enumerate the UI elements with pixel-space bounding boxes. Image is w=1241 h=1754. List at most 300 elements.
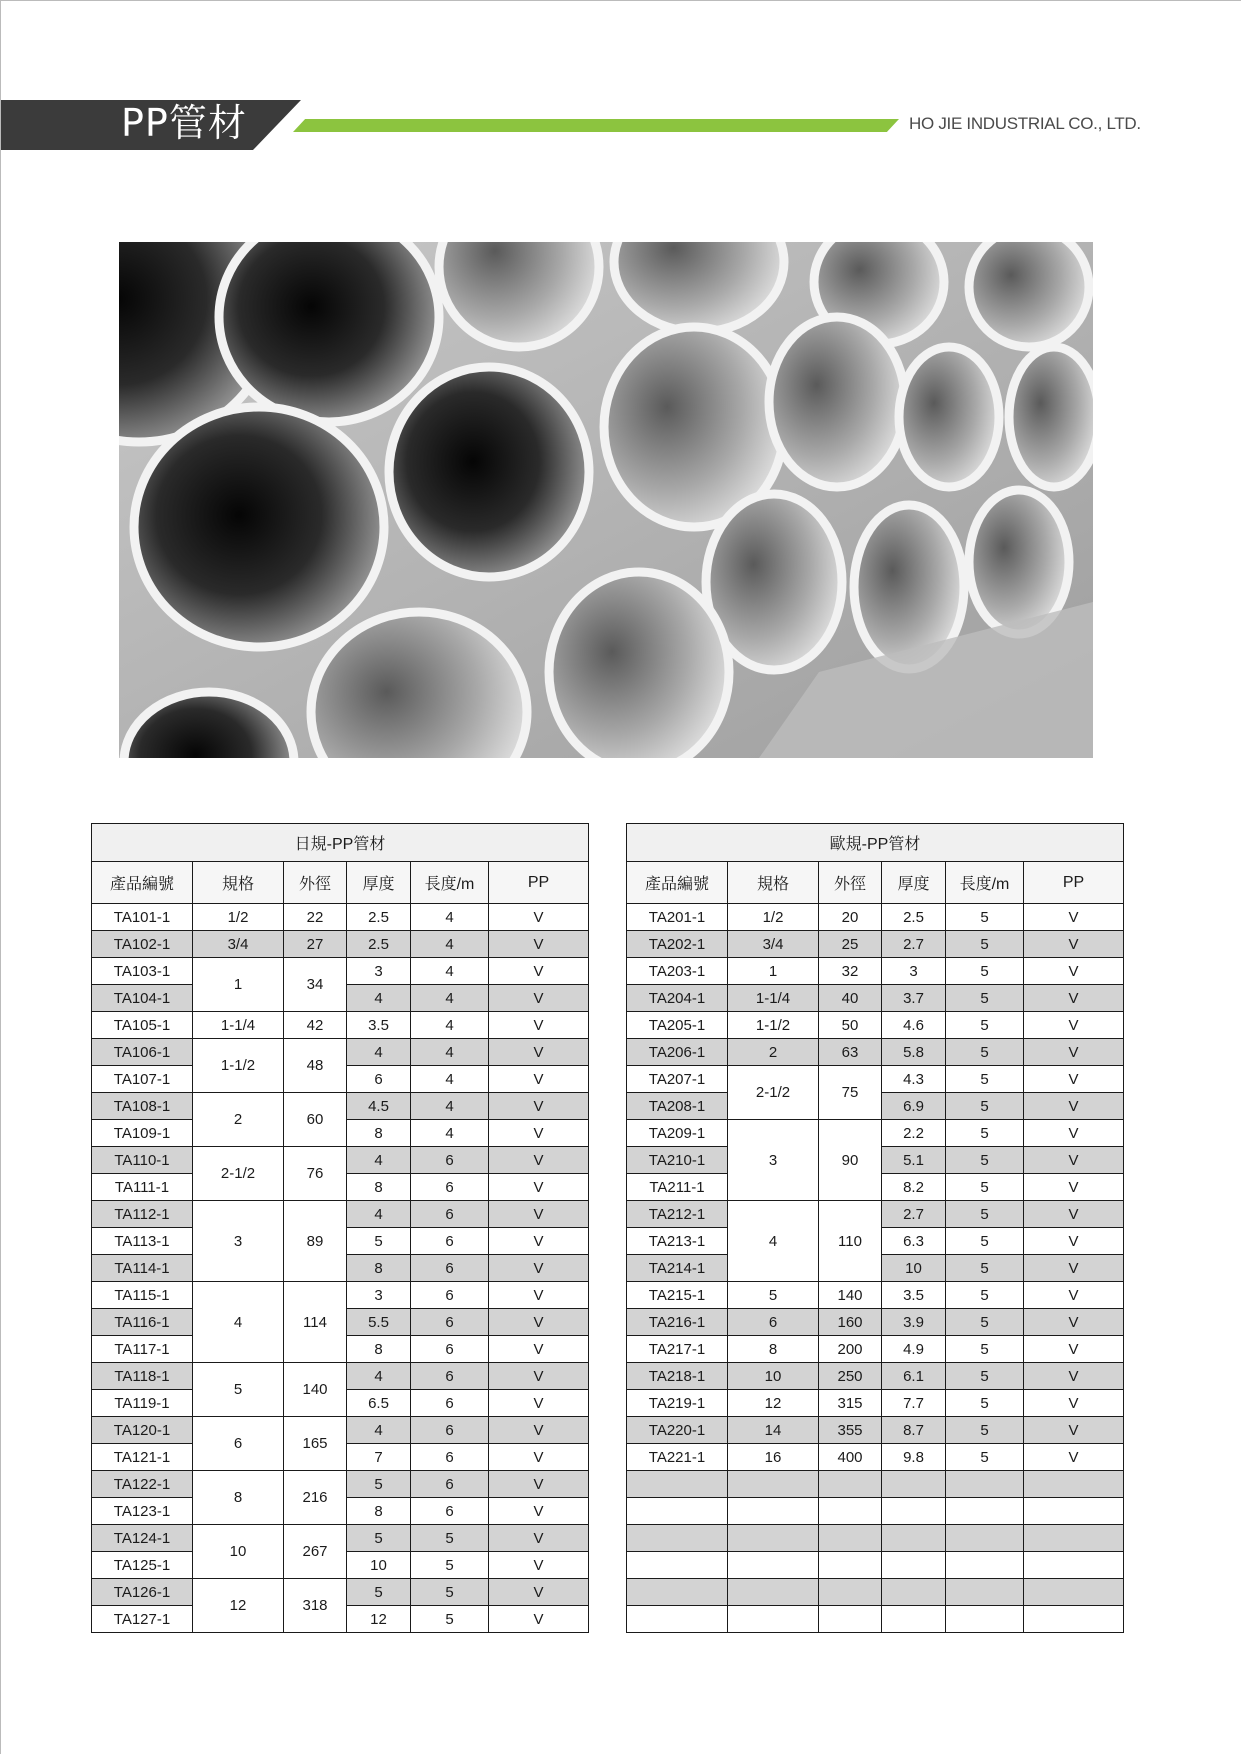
cell-code: TA104-1 [92, 985, 193, 1012]
cell-thickness: 4 [347, 1363, 411, 1390]
cell-od: 315 [819, 1390, 882, 1417]
cell-code: TA201-1 [627, 904, 728, 931]
cell-spec: 8 [728, 1336, 819, 1363]
cell-code: TA203-1 [627, 958, 728, 985]
cell-length: 4 [411, 1120, 489, 1147]
cell-code: TA106-1 [92, 1039, 193, 1066]
cell-spec: 6 [193, 1417, 284, 1471]
cell-pp: V [1024, 1201, 1124, 1228]
cell-code: TA218-1 [627, 1363, 728, 1390]
cell-od: 63 [819, 1039, 882, 1066]
jp-col-spec: 規格 [193, 862, 284, 904]
cell-spec: 12 [728, 1390, 819, 1417]
cell-length: 5 [946, 1228, 1024, 1255]
cell-od: 267 [284, 1525, 347, 1579]
cell-od: 27 [284, 931, 347, 958]
table-row-empty [627, 1606, 1124, 1633]
cell-code: TA103-1 [92, 958, 193, 985]
cell-thickness: 5 [347, 1579, 411, 1606]
cell-spec: 6 [728, 1309, 819, 1336]
cell-od: 165 [284, 1417, 347, 1471]
cell-od: 34 [284, 958, 347, 1012]
cell-pp: V [1024, 1147, 1124, 1174]
cell-spec: 8 [193, 1471, 284, 1525]
cell-od: 400 [819, 1444, 882, 1471]
jp-col-code: 產品編號 [92, 862, 193, 904]
cell-pp: V [489, 1039, 589, 1066]
cell-pp: V [1024, 1390, 1124, 1417]
cell-pp: V [1024, 1012, 1124, 1039]
cell-thickness: 7.7 [882, 1390, 946, 1417]
cell-code: TA111-1 [92, 1174, 193, 1201]
cell-pp: V [489, 958, 589, 985]
cell-thickness: 8 [347, 1174, 411, 1201]
cell-pp: V [489, 931, 589, 958]
eu-col-od: 外徑 [819, 862, 882, 904]
cell-pp: V [1024, 1417, 1124, 1444]
cell-pp: V [1024, 1228, 1124, 1255]
cell-length: 5 [946, 931, 1024, 958]
table-row [627, 1363, 1124, 1390]
cell-spec: 1/2 [193, 904, 284, 931]
cell-od: 40 [819, 985, 882, 1012]
cell-code: TA202-1 [627, 931, 728, 958]
table-row [627, 1282, 1124, 1309]
cell-thickness: 2.5 [347, 931, 411, 958]
pipe-stack-photo [119, 242, 1093, 758]
jp-col-length: 長度/m [411, 862, 489, 904]
cell-spec: 1-1/2 [728, 1012, 819, 1039]
cell-spec: 1-1/4 [193, 1012, 284, 1039]
cell-pp: V [489, 1606, 589, 1633]
cell-code: TA125-1 [92, 1552, 193, 1579]
cell-pp: V [1024, 1336, 1124, 1363]
cell-thickness: 6.9 [882, 1093, 946, 1120]
cell-pp: V [489, 1201, 589, 1228]
cell-pp: V [489, 1309, 589, 1336]
cell-spec: 3/4 [193, 931, 284, 958]
cell-thickness: 5 [347, 1525, 411, 1552]
cell-length: 6 [411, 1255, 489, 1282]
table-row [92, 1417, 589, 1444]
cell-length: 4 [411, 904, 489, 931]
table-row [627, 1201, 1124, 1228]
cell-pp: V [1024, 1282, 1124, 1309]
cell-length: 6 [411, 1363, 489, 1390]
cell-thickness: 3.9 [882, 1309, 946, 1336]
cell-spec: 1-1/2 [193, 1039, 284, 1093]
cell-code: TA217-1 [627, 1336, 728, 1363]
cell-thickness: 8.2 [882, 1174, 946, 1201]
cell-length: 5 [411, 1552, 489, 1579]
cell-code: TA110-1 [92, 1147, 193, 1174]
cell-length: 5 [946, 958, 1024, 985]
cell-code: TA215-1 [627, 1282, 728, 1309]
cell-thickness: 3.5 [882, 1282, 946, 1309]
cell-thickness: 4 [347, 1147, 411, 1174]
cell-thickness: 4.9 [882, 1336, 946, 1363]
cell-length: 5 [411, 1525, 489, 1552]
cell-spec: 4 [728, 1201, 819, 1282]
cell-thickness: 4 [347, 1039, 411, 1066]
cell-thickness: 3.5 [347, 1012, 411, 1039]
cell-spec: 1-1/4 [728, 985, 819, 1012]
table-row [92, 1525, 589, 1552]
table-row [92, 931, 589, 958]
cell-spec: 10 [193, 1525, 284, 1579]
cell-thickness: 10 [882, 1255, 946, 1282]
cell-spec: 2 [193, 1093, 284, 1147]
cell-spec: 12 [193, 1579, 284, 1633]
cell-pp: V [1024, 1255, 1124, 1282]
accent-bar [293, 119, 899, 132]
cell-code: TA123-1 [92, 1498, 193, 1525]
cell-code: TA114-1 [92, 1255, 193, 1282]
cell-od: 22 [284, 904, 347, 931]
cell-od: 25 [819, 931, 882, 958]
table-row [627, 1309, 1124, 1336]
cell-thickness: 6.3 [882, 1228, 946, 1255]
cell-length: 6 [411, 1444, 489, 1471]
cell-length: 5 [946, 1039, 1024, 1066]
cell-pp: V [489, 1012, 589, 1039]
table-row [627, 1066, 1124, 1093]
cell-pp: V [489, 1120, 589, 1147]
cell-thickness: 2.7 [882, 1201, 946, 1228]
cell-od: 48 [284, 1039, 347, 1093]
cell-spec: 1 [193, 958, 284, 1012]
table-row [627, 1390, 1124, 1417]
table-row-empty [627, 1579, 1124, 1606]
eu-col-spec: 規格 [728, 862, 819, 904]
cell-pp: V [1024, 1444, 1124, 1471]
cell-length: 5 [411, 1579, 489, 1606]
cell-od: 32 [819, 958, 882, 985]
cell-thickness: 8 [347, 1120, 411, 1147]
table-row [627, 985, 1124, 1012]
cell-code: TA127-1 [92, 1606, 193, 1633]
table-row [92, 1039, 589, 1066]
cell-length: 5 [946, 1336, 1024, 1363]
cell-length: 6 [411, 1471, 489, 1498]
cell-od: 110 [819, 1201, 882, 1282]
cell-code: TA206-1 [627, 1039, 728, 1066]
cell-length: 5 [946, 985, 1024, 1012]
cell-length: 6 [411, 1390, 489, 1417]
cell-code: TA212-1 [627, 1201, 728, 1228]
cell-length: 4 [411, 1093, 489, 1120]
jp-col-od: 外徑 [284, 862, 347, 904]
jp-col-thickness: 厚度 [347, 862, 411, 904]
cell-length: 6 [411, 1498, 489, 1525]
cell-code: TA101-1 [92, 904, 193, 931]
cell-length: 6 [411, 1282, 489, 1309]
table-row [92, 1579, 589, 1606]
table-row [92, 1282, 589, 1309]
cell-length: 5 [946, 1012, 1024, 1039]
cell-pp: V [1024, 1309, 1124, 1336]
table-row [627, 931, 1124, 958]
cell-pp: V [489, 1174, 589, 1201]
table-row [627, 1039, 1124, 1066]
cell-code: TA211-1 [627, 1174, 728, 1201]
cell-thickness: 3.7 [882, 985, 946, 1012]
cell-length: 5 [946, 1093, 1024, 1120]
cell-thickness: 7 [347, 1444, 411, 1471]
table-row [627, 1012, 1124, 1039]
cell-length: 5 [946, 1174, 1024, 1201]
cell-code: TA219-1 [627, 1390, 728, 1417]
cell-length: 6 [411, 1309, 489, 1336]
cell-spec: 3 [193, 1201, 284, 1282]
cell-thickness: 4.6 [882, 1012, 946, 1039]
cell-code: TA119-1 [92, 1390, 193, 1417]
cell-od: 140 [819, 1282, 882, 1309]
cell-spec: 5 [193, 1363, 284, 1417]
cell-code: TA121-1 [92, 1444, 193, 1471]
eu-col-length: 長度/m [946, 862, 1024, 904]
cell-code: TA102-1 [92, 931, 193, 958]
cell-pp: V [489, 1282, 589, 1309]
cell-pp: V [489, 1390, 589, 1417]
cell-pp: V [1024, 1039, 1124, 1066]
cell-thickness: 4.3 [882, 1066, 946, 1093]
cell-od: 355 [819, 1417, 882, 1444]
cell-code: TA113-1 [92, 1228, 193, 1255]
cell-thickness: 8 [347, 1498, 411, 1525]
cell-code: TA214-1 [627, 1255, 728, 1282]
cell-length: 5 [946, 1120, 1024, 1147]
cell-thickness: 3 [347, 1282, 411, 1309]
cell-pp: V [1024, 904, 1124, 931]
cell-code: TA108-1 [92, 1093, 193, 1120]
cell-spec: 2-1/2 [193, 1147, 284, 1201]
table-row-empty [627, 1525, 1124, 1552]
cell-length: 4 [411, 1066, 489, 1093]
cell-code: TA124-1 [92, 1525, 193, 1552]
cell-thickness: 10 [347, 1552, 411, 1579]
cell-thickness: 5.1 [882, 1147, 946, 1174]
jp-col-pp: PP [489, 862, 589, 904]
table-row [627, 1120, 1124, 1147]
cell-thickness: 6.1 [882, 1363, 946, 1390]
cell-pp: V [489, 985, 589, 1012]
cell-od: 20 [819, 904, 882, 931]
cell-spec: 5 [728, 1282, 819, 1309]
eu-col-pp: PP [1024, 862, 1124, 904]
cell-pp: V [489, 1363, 589, 1390]
cell-thickness: 5 [347, 1228, 411, 1255]
eu-col-code: 產品編號 [627, 862, 728, 904]
cell-od: 76 [284, 1147, 347, 1201]
cell-thickness: 2.2 [882, 1120, 946, 1147]
jp-table-title: 日規-PP管材 [92, 824, 589, 862]
cell-thickness: 4 [347, 1417, 411, 1444]
cell-pp: V [1024, 1363, 1124, 1390]
cell-thickness: 5.8 [882, 1039, 946, 1066]
cell-thickness: 8.7 [882, 1417, 946, 1444]
cell-code: TA107-1 [92, 1066, 193, 1093]
cell-code: TA213-1 [627, 1228, 728, 1255]
cell-length: 4 [411, 931, 489, 958]
cell-length: 5 [946, 1363, 1024, 1390]
cell-pp: V [489, 1228, 589, 1255]
table-row [627, 904, 1124, 931]
table-row-empty [627, 1471, 1124, 1498]
cell-code: TA115-1 [92, 1282, 193, 1309]
cell-thickness: 2.5 [347, 904, 411, 931]
cell-length: 4 [411, 985, 489, 1012]
cell-spec: 16 [728, 1444, 819, 1471]
cell-thickness: 4 [347, 1201, 411, 1228]
cell-length: 6 [411, 1228, 489, 1255]
cell-od: 75 [819, 1066, 882, 1120]
cell-code: TA208-1 [627, 1093, 728, 1120]
cell-code: TA120-1 [92, 1417, 193, 1444]
cell-length: 5 [946, 1390, 1024, 1417]
cell-length: 5 [946, 1255, 1024, 1282]
cell-od: 42 [284, 1012, 347, 1039]
cell-pp: V [489, 1066, 589, 1093]
cell-thickness: 12 [347, 1606, 411, 1633]
eu-col-thickness: 厚度 [882, 862, 946, 904]
cell-code: TA117-1 [92, 1336, 193, 1363]
cell-od: 140 [284, 1363, 347, 1417]
cell-spec: 1 [728, 958, 819, 985]
table-row-empty [627, 1498, 1124, 1525]
cell-pp: V [1024, 985, 1124, 1012]
cell-length: 5 [946, 1282, 1024, 1309]
cell-code: TA204-1 [627, 985, 728, 1012]
cell-length: 6 [411, 1147, 489, 1174]
cell-thickness: 2.7 [882, 931, 946, 958]
cell-od: 200 [819, 1336, 882, 1363]
cell-spec: 4 [193, 1282, 284, 1363]
table-row [92, 1471, 589, 1498]
cell-length: 5 [946, 1147, 1024, 1174]
table-row [627, 958, 1124, 985]
cell-od: 60 [284, 1093, 347, 1147]
cell-length: 5 [946, 1444, 1024, 1471]
table-row [92, 1363, 589, 1390]
cell-thickness: 2.5 [882, 904, 946, 931]
cell-thickness: 3 [347, 958, 411, 985]
cell-code: TA210-1 [627, 1147, 728, 1174]
cell-code: TA118-1 [92, 1363, 193, 1390]
company-name: HO JIE INDUSTRIAL CO., LTD. [909, 114, 1141, 133]
table-row [627, 1336, 1124, 1363]
cell-pp: V [489, 904, 589, 931]
cell-thickness: 3 [882, 958, 946, 985]
cell-pp: V [489, 1444, 589, 1471]
table-row [92, 1147, 589, 1174]
cell-pp: V [1024, 1066, 1124, 1093]
cell-pp: V [489, 1579, 589, 1606]
cell-thickness: 8 [347, 1336, 411, 1363]
cell-pp: V [489, 1255, 589, 1282]
jp-spec-table [91, 823, 589, 1633]
cell-spec: 3 [728, 1120, 819, 1201]
cell-code: TA209-1 [627, 1120, 728, 1147]
cell-thickness: 8 [347, 1255, 411, 1282]
cell-od: 160 [819, 1309, 882, 1336]
cell-spec: 2-1/2 [728, 1066, 819, 1120]
cell-od: 50 [819, 1012, 882, 1039]
cell-code: TA207-1 [627, 1066, 728, 1093]
cell-code: TA205-1 [627, 1012, 728, 1039]
cell-spec: 3/4 [728, 931, 819, 958]
cell-length: 6 [411, 1417, 489, 1444]
cell-pp: V [489, 1093, 589, 1120]
cell-length: 6 [411, 1201, 489, 1228]
cell-thickness: 4 [347, 985, 411, 1012]
cell-code: TA116-1 [92, 1309, 193, 1336]
cell-od: 90 [819, 1120, 882, 1201]
cell-pp: V [489, 1525, 589, 1552]
cell-code: TA112-1 [92, 1201, 193, 1228]
table-row [92, 1012, 589, 1039]
cell-pp: V [1024, 1120, 1124, 1147]
cell-length: 4 [411, 1039, 489, 1066]
cell-code: TA221-1 [627, 1444, 728, 1471]
cell-code: TA126-1 [92, 1579, 193, 1606]
cell-spec: 1/2 [728, 904, 819, 931]
cell-od: 216 [284, 1471, 347, 1525]
cell-length: 4 [411, 958, 489, 985]
cell-pp: V [1024, 1174, 1124, 1201]
cell-pp: V [489, 1498, 589, 1525]
table-row [92, 1201, 589, 1228]
cell-length: 6 [411, 1174, 489, 1201]
cell-thickness: 6.5 [347, 1390, 411, 1417]
cell-od: 318 [284, 1579, 347, 1633]
cell-length: 5 [946, 1309, 1024, 1336]
cell-pp: V [489, 1417, 589, 1444]
cell-length: 5 [946, 904, 1024, 931]
cell-code: TA122-1 [92, 1471, 193, 1498]
table-row-empty [627, 1552, 1124, 1579]
cell-length: 4 [411, 1012, 489, 1039]
cell-thickness: 5.5 [347, 1309, 411, 1336]
table-row [627, 1417, 1124, 1444]
cell-length: 5 [411, 1606, 489, 1633]
cell-pp: V [489, 1552, 589, 1579]
page-title: PP管材 [121, 101, 247, 145]
cell-pp: V [489, 1471, 589, 1498]
cell-pp: V [1024, 931, 1124, 958]
cell-od: 250 [819, 1363, 882, 1390]
cell-thickness: 9.8 [882, 1444, 946, 1471]
cell-spec: 14 [728, 1417, 819, 1444]
cell-length: 6 [411, 1336, 489, 1363]
cell-pp: V [1024, 958, 1124, 985]
table-row [627, 1444, 1124, 1471]
eu-spec-table [626, 823, 1124, 1633]
cell-thickness: 6 [347, 1066, 411, 1093]
cell-code: TA220-1 [627, 1417, 728, 1444]
cell-spec: 10 [728, 1363, 819, 1390]
eu-table-title: 歐規-PP管材 [627, 824, 1124, 862]
cell-length: 5 [946, 1417, 1024, 1444]
cell-spec: 2 [728, 1039, 819, 1066]
cell-pp: V [1024, 1093, 1124, 1120]
cell-od: 114 [284, 1282, 347, 1363]
cell-length: 5 [946, 1066, 1024, 1093]
cell-code: TA105-1 [92, 1012, 193, 1039]
cell-pp: V [489, 1336, 589, 1363]
cell-pp: V [489, 1147, 589, 1174]
table-row [92, 904, 589, 931]
